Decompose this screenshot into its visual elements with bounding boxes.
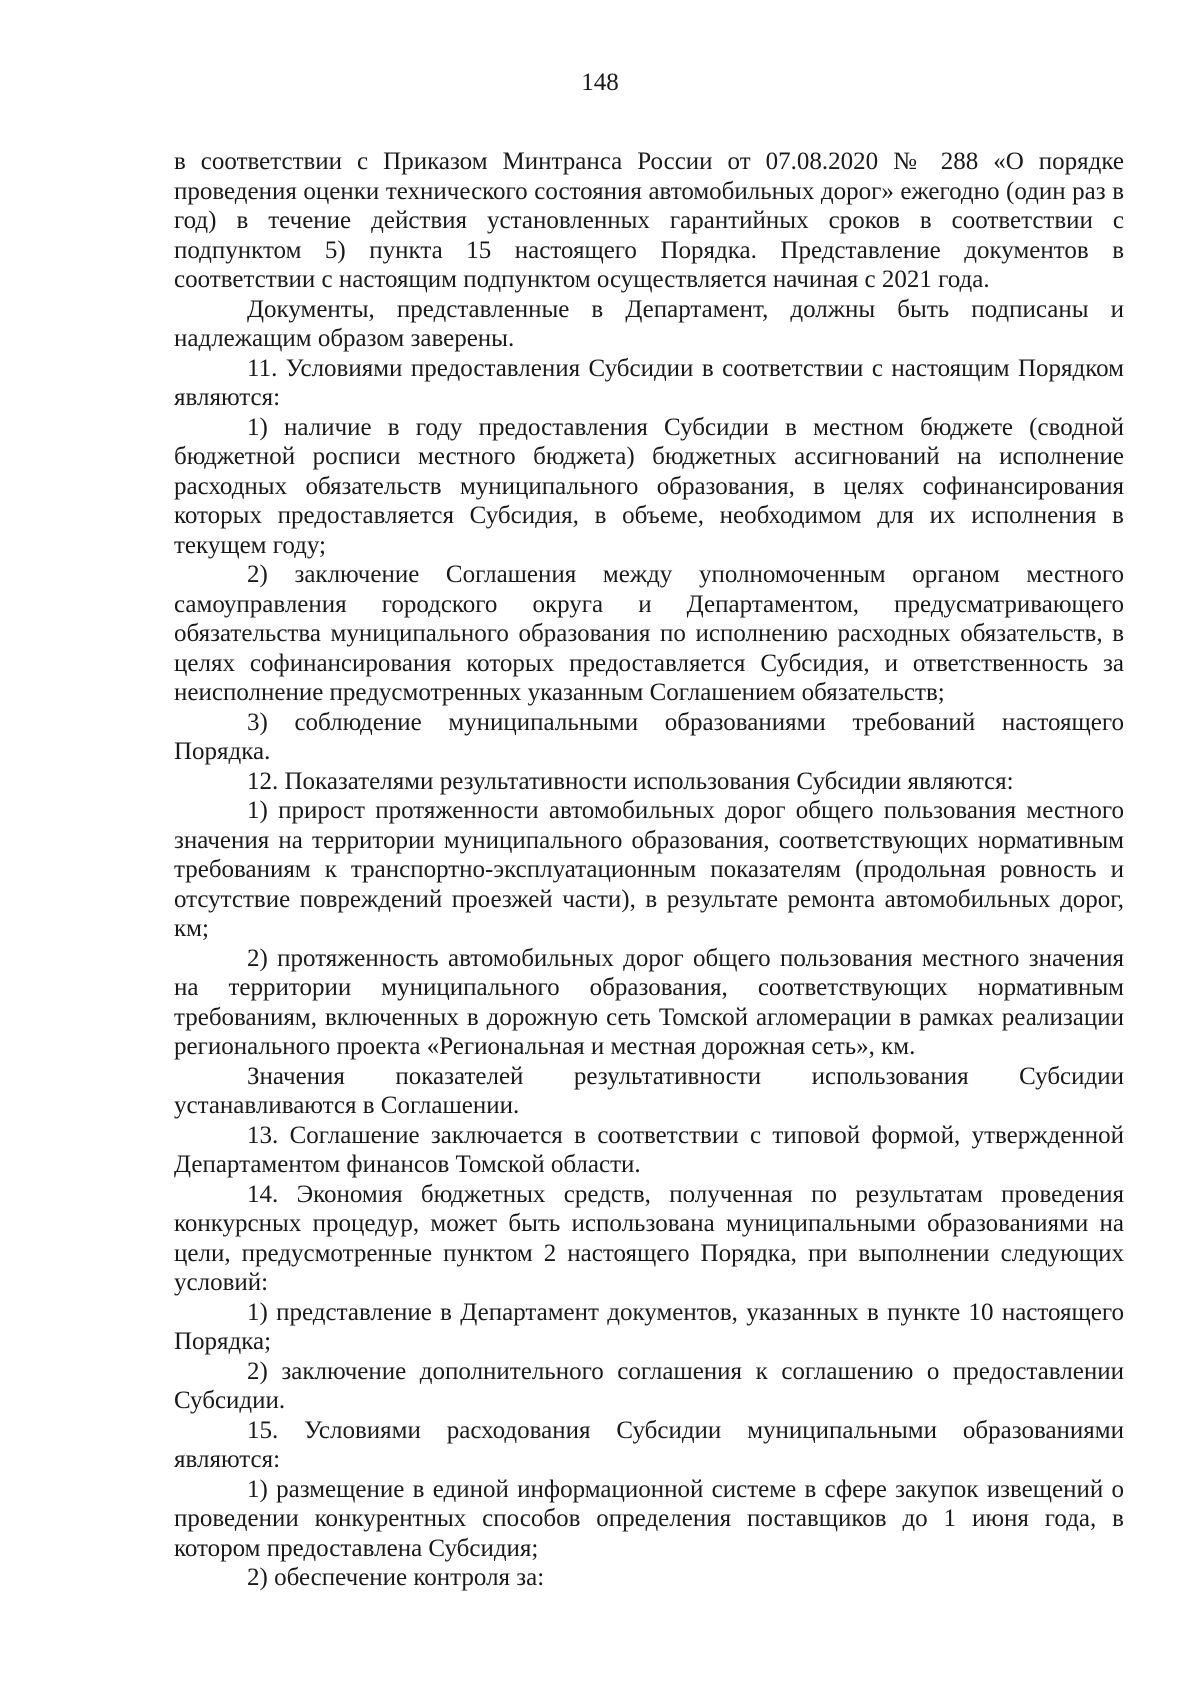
paragraph: 11. Условиями предоставления Субсидии в соответствии с настоящим Порядком являются:: [174, 354, 1124, 411]
paragraph: 15. Условиями расходования Субсидии муниципальными образованиями являются:: [174, 1416, 1124, 1473]
paragraph: 2) протяженность автомобильных дорог общего пользования местного значения на территории муниципального образования, соответствующих нормативным требованиям, включенных в дорожную сеть Томской агломерации в рамках реализации регионального проекта «Региональная и местная дорожная сеть», км.: [174, 944, 1124, 1060]
paragraph: 2) обеспечение контроля за:: [247, 1564, 545, 1591]
document-body: [174, 147, 1124, 1593]
paragraph: 14. Экономия бюджетных средств, полученная по результатам проведения конкурсных процедур, может быть использована муниципальными образованиями на цели, предусмотренные пунктом 2 настоящего Порядка, при выполнении следующих условий:: [174, 1180, 1124, 1296]
paragraph: Значения показателей результативности использования Субсидии устанавливаются в Соглашении.: [174, 1062, 1124, 1119]
paragraph: 2) заключение Соглашения между уполномоченным органом местного самоуправления городского округа и Департаментом, предусматривающего обязательства муниципального образования по исполнению расходных обязательств, в целях софинансирования которых предоставляется Субсидия, и ответственность за неисполнение предусмотренных указанным Соглашением обязательств;: [174, 561, 1124, 706]
paragraph: в соответствии с Приказом Минтранса России от 07.08.2020 № 288 «О порядке проведения оценки технического состояния автомобильных дорог» ежегодно (один раз в год) в течение действия установленных гарантийных сроков в соответствии с подпунктом 5) пункта 15 настоящего Порядка. Представление документов в соответствии с настоящим подпунктом осуществляется начиная с 2021 года.: [174, 148, 1124, 293]
paragraph: 1) прирост протяженности автомобильных дорог общего пользования местного значения на территории муниципального образования, соответствующих нормативным требованиям к транспортно-эксплуатационным показателям (продольная ровность и отсутствие повреждений проезжей части), в результате ремонта автомобильных дорог, км;: [174, 797, 1124, 942]
paragraph: 2) заключение дополнительного соглашения к соглашению о предоставлении Субсидии.: [174, 1357, 1124, 1414]
paragraph: 1) размещение в единой информационной системе в сфере закупок извещений о проведении конкурентных способов определения поставщиков до 1 июня года, в котором предоставлена Субсидия;: [174, 1475, 1124, 1562]
paragraph: 1) наличие в году предоставления Субсидии в местном бюджете (сводной бюджетной росписи местного бюджета) бюджетных ассигнований на исполнение расходных обязательств муниципального образования, в целях софинансирования которых предоставляется Субсидия, в объеме, необходимом для их исполнения в текущем году;: [174, 413, 1124, 559]
paragraph: 1) представление в Департамент документов, указанных в пункте 10 настоящего Порядка;: [174, 1298, 1124, 1355]
paragraph: 13. Соглашение заключается в соответствии с типовой формой, утвержденной Департаментом финансов Томской области.: [174, 1121, 1124, 1178]
paragraph: 12. Показателями результативности использования Субсидии являются:: [247, 767, 1014, 795]
page-number: 148: [581, 69, 619, 96]
paragraph: Документы, представленные в Департамент, должны быть подписаны и надлежащим образом заверены.: [174, 295, 1124, 352]
paragraph: 3) соблюдение муниципальными образованиями требований настоящего Порядка.: [174, 708, 1124, 765]
